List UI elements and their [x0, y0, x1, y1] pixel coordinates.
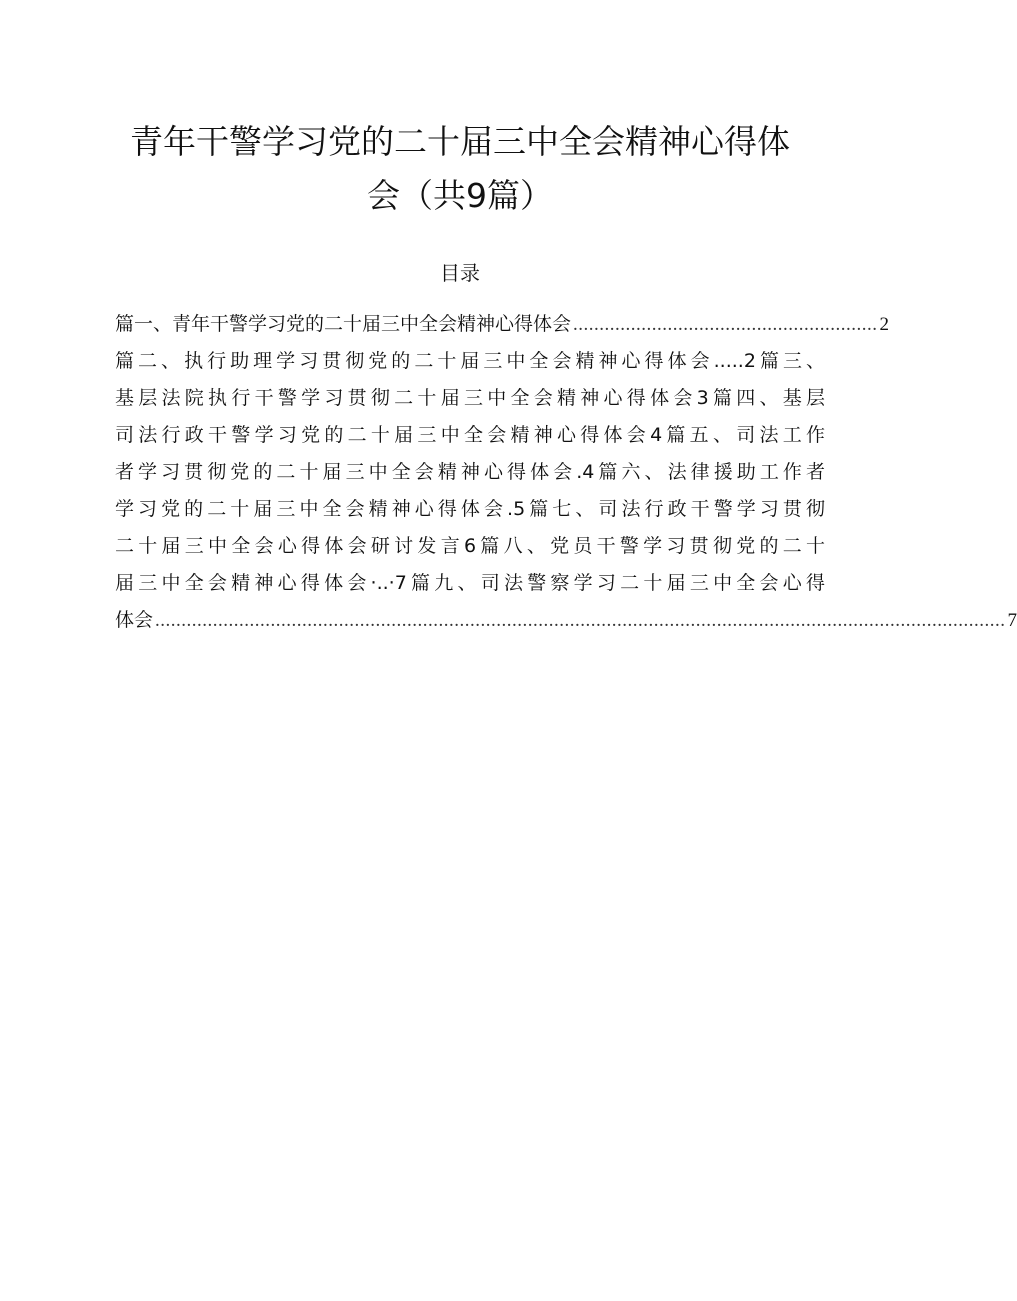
toc-page-number: 2 [879, 314, 890, 335]
toc-entry-text: 篇一、青年干警学习党的二十届三中全会精神心得体会 [115, 313, 572, 335]
toc-entry-text: 体会 [115, 609, 154, 631]
toc-entry-last[interactable] [115, 602, 1017, 638]
toc-heading: 目录 [440, 261, 480, 285]
document-title-line-2: 会（共9篇） [367, 176, 553, 215]
toc-page-number: 7 [1007, 610, 1017, 631]
document-title-line-1: 青年干警学习党的二十届三中全会精神心得体 [130, 122, 790, 161]
toc-line-4[interactable]: 司法行政干警学习党的二十届三中全会精神心得体会4篇五、司法工作 [115, 424, 825, 446]
toc-line-6[interactable]: 学习党的二十届三中全会精神心得体会.5篇七、司法行政干警学习贯彻 [115, 498, 825, 520]
toc-line-2[interactable]: 篇二、执行助理学习贯彻党的二十届三中全会精神心得体会.....2篇三、 [115, 350, 825, 372]
toc-line-3[interactable]: 基层法院执行干警学习贯彻二十届三中全会精神心得体会3篇四、基层 [115, 387, 825, 409]
toc-line-7[interactable]: 二十届三中全会心得体会研讨发言6篇八、党员干警学习贯彻党的二十 [115, 535, 825, 557]
toc-dot-leader: .......................................................... [573, 314, 878, 335]
toc-line-8[interactable]: 届三中全会精神心得体会·..·7篇九、司法警察学习二十届三中全会心得 [115, 572, 825, 594]
toc-line-5[interactable]: 者学习贯彻党的二十届三中全会精神心得体会.4篇六、法律援助工作者 [115, 461, 825, 483]
toc-entry-1[interactable] [115, 306, 890, 342]
toc-dot-leader: .................................................................................................................................................................. [155, 610, 1006, 631]
